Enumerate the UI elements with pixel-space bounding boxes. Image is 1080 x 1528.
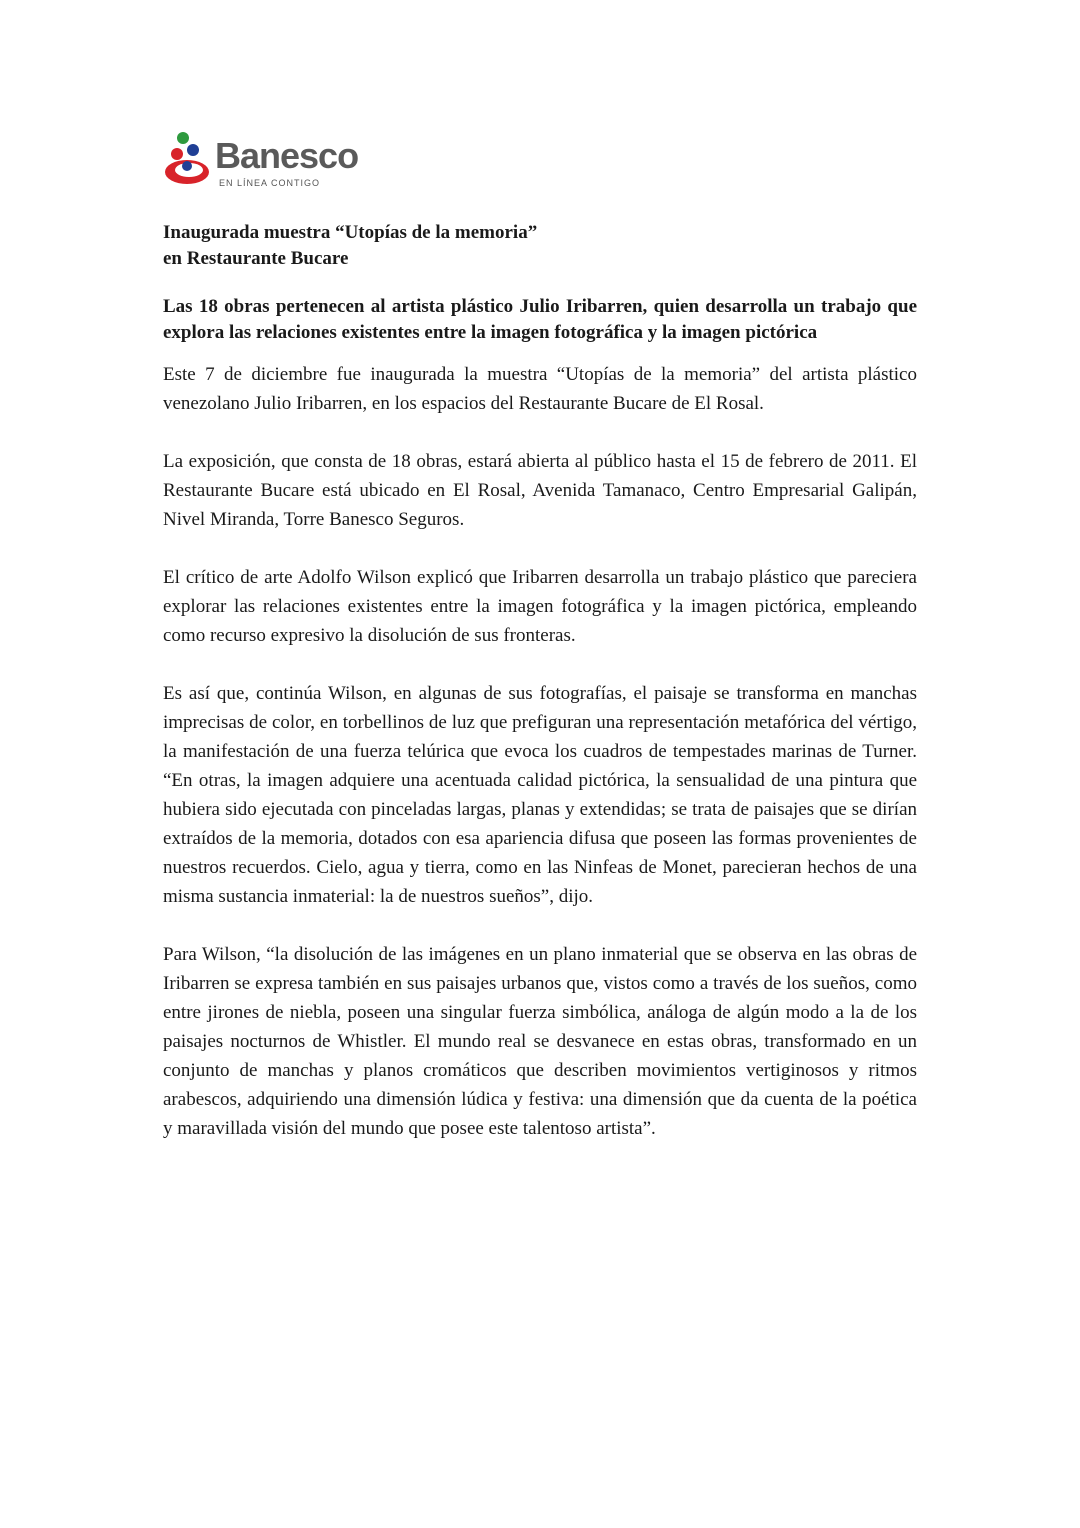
headline: [163, 220, 917, 272]
logo-wordmark: Banesco: [215, 135, 359, 176]
headline-line-1: Inaugurada muestra “Utopías de la memoria”: [163, 222, 538, 243]
body-paragraph: La exposición, que consta de 18 obras, estará abierta al público hasta el 15 de febrero de 2011. El Restaurante Bucare está ubicado en El Rosal, Avenida Tamanaco, Centro Empresarial Galipán, Nivel Miranda, Torre Banesco Seguros.: [163, 451, 917, 530]
document-page: [163, 128, 917, 1172]
banesco-logo-icon: [163, 130, 215, 190]
body-paragraph: El crítico de arte Adolfo Wilson explicó que Iribarren desarrolla un trabajo plástico que pareciera explorar las relaciones existentes entre la imagen fotográfica y la imagen pictórica, empleando como recurso expresivo la disolución de sus fronteras.: [163, 567, 917, 646]
headline-line-2: en Restaurante Bucare: [163, 248, 349, 269]
body-paragraph: Para Wilson, “la disolución de las imágenes en un plano inmaterial que se observa en las obras de Iribarren se expresa también en sus paisajes urbanos que, vistos como a través de los sueños, como entre jirones de niebla, poseen una singular fuerza simbólica, análoga de algún modo a la de los paisajes nocturnos de Whistler. El mundo real se desvanece en estas obras, transformado en un conjunto de manchas y planos cromáticos que describen movimientos vertiginosos y ritmos arabescos, adquiriendo una dimensión lúdica y festiva: una dimensión que da cuenta de la poética y maravillada visión del mundo que posee este talentoso artista”.: [163, 944, 917, 1139]
body-paragraph: Este 7 de diciembre fue inaugurada la muestra “Utopías de la memoria” del artista plástico venezolano Julio Iribarren, en los espacios del Restaurante Bucare de El Rosal.: [163, 364, 917, 414]
banesco-logo: [163, 128, 403, 194]
body-paragraph: Es así que, continúa Wilson, en algunas de sus fotografías, el paisaje se transforma en manchas imprecisas de color, en torbellinos de luz que prefiguran una representación metafórica del vértigo, la manifestación de una fuerza telúrica que evoca los cuadros de tempestades marinas de Turner. “En otras, la imagen adquiere una acentuada calidad pictórica, la sensualidad de una pintura que hubiera sido ejecutada con pinceladas largas, planas y extendidas; se trata de paisajes que se dirían extraídos de la memoria, dotados con esa apariencia difusa que poseen las formas provenientes de nuestros recuerdos. Cielo, agua y tierra, como en las Ninfeas de Monet, parecieran hechos de una misma sustancia inmaterial: la de nuestros sueños”, dijo.: [163, 683, 917, 907]
subheadline: Las 18 obras pertenecen al artista plástico Julio Iribarren, quien desarrolla un trabajo que explora las relaciones existentes entre la imagen fotográfica y la imagen pictórica: [163, 296, 917, 343]
logo-tagline: EN LÍNEA CONTIGO: [219, 178, 321, 188]
